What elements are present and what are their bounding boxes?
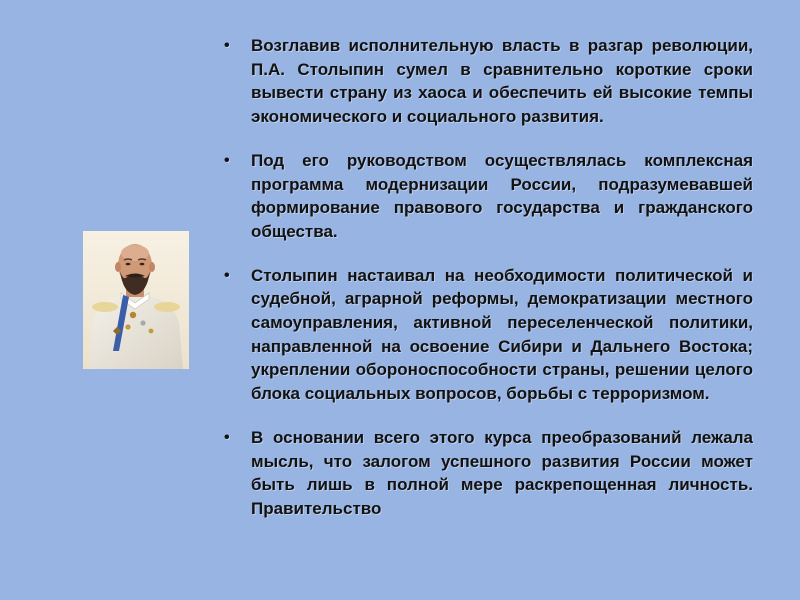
paragraph-text: Под его руководством осуществлялась комплексная программа модернизации России, подразумевавшей формирование правового государства и гражданского общества. (251, 150, 753, 241)
paragraph-text: Столыпин настаивал на необходимости политической и судебной, аграрной реформы, демократизации местного самоуправления, активной переселенческой политики, направленной на освоение Сибири и Дальнего Востока; укреплении обороноспособности страны, решении целого блока социальных вопросов, борьбы с терроризмом. (251, 265, 753, 404)
portrait-image (83, 231, 189, 369)
paragraph-text: Возглавив исполнительную власть в разгар революции, П.А. Столыпин сумел в сравнительно короткие сроки вывести страну из хаоса и обеспечить ей высокие темпы экономического и социального развития. (251, 36, 753, 127)
bullet-icon: • (224, 37, 230, 54)
bullet-list (222, 34, 753, 521)
text-block (222, 34, 753, 541)
paragraph-text: В основании всего этого курса преобразований лежала мысль, что залогом успешного развития России может быть лишь в полной мере раскрепощенная личность. Правительство (251, 427, 753, 518)
bullet-item (222, 264, 753, 406)
bullet-icon: • (224, 428, 230, 446)
portrait-photo-icon (83, 231, 189, 369)
bullet-icon: • (224, 151, 230, 169)
bullet-item (222, 149, 753, 244)
bullet-item (222, 34, 753, 129)
bullet-icon: • (224, 266, 230, 284)
bullet-item (222, 426, 753, 521)
